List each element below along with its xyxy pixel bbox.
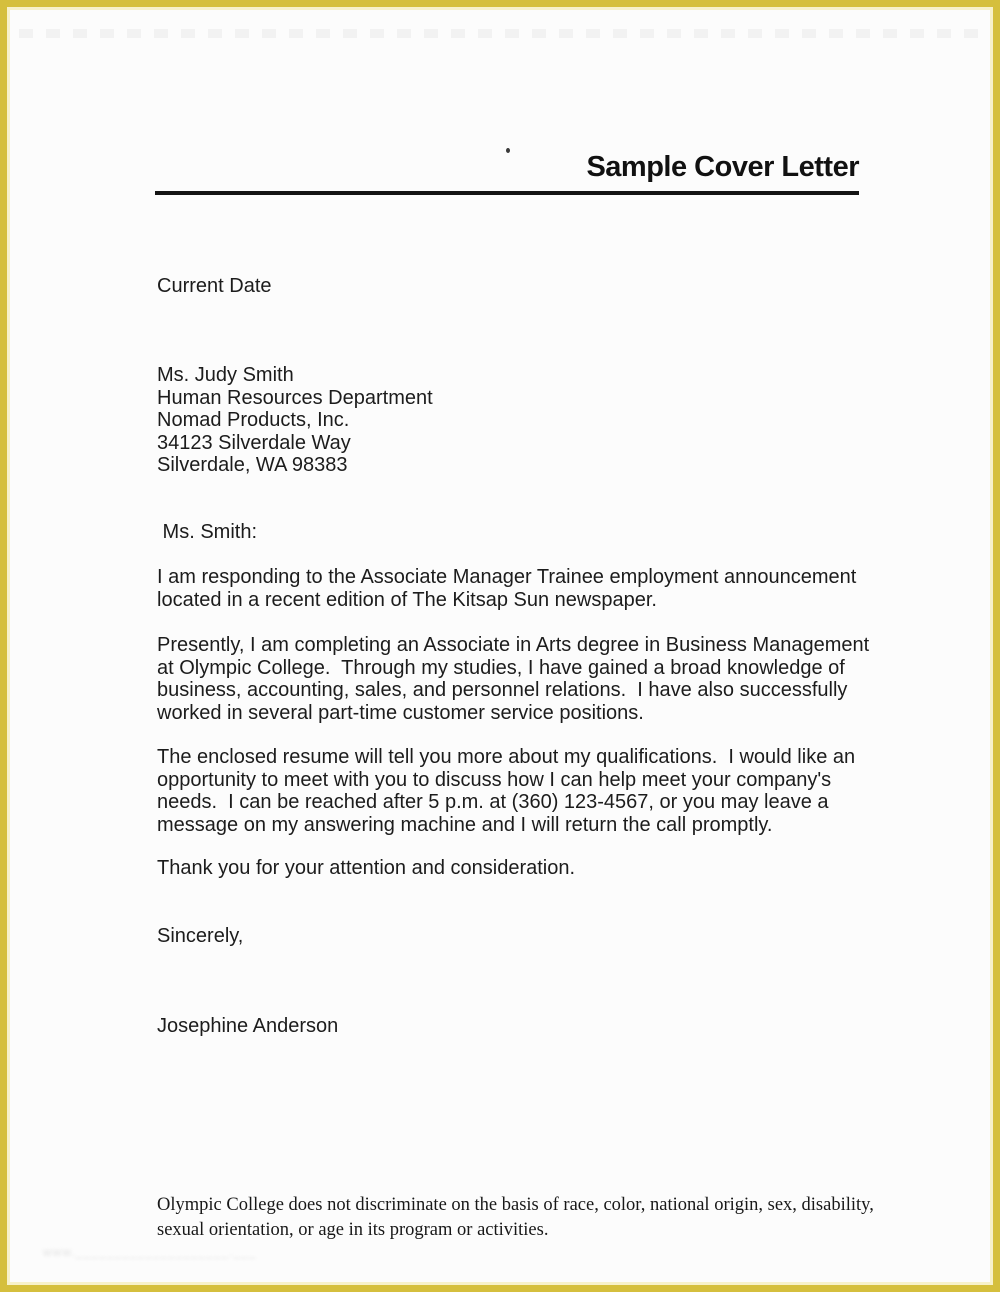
- paragraph-resume-contact: [157, 746, 855, 836]
- thanks-line: Thank you for your attention and consideration.: [157, 857, 576, 879]
- text-line: Ms. Judy Smith: [157, 364, 294, 386]
- closing-line: Sincerely,: [157, 925, 244, 947]
- text-line: business, accounting, sales, and personnel relations. I have also successfully: [157, 679, 848, 701]
- text-line: Presently, I am completing an Associate in Arts degree in Business Management: [157, 634, 870, 656]
- date-line: Current Date: [157, 275, 272, 297]
- text-line: Olympic College does not discriminate on the basis of race, color, national origin, sex, disability,: [157, 1195, 874, 1215]
- text-line: I am responding to the Associate Manager Trainee employment announcement: [157, 566, 857, 588]
- text-line: Silverdale, WA 98383: [157, 454, 348, 476]
- text-line: worked in several part-time customer service positions.: [157, 701, 644, 724]
- text-line: at Olympic College. Through my studies, I have gained a broad knowledge of: [157, 656, 845, 679]
- paragraph-education: [157, 634, 869, 724]
- title-underline: [155, 191, 859, 195]
- text-line: Nomad Products, Inc.: [157, 409, 350, 431]
- text-line: needs. I can be reached after 5 p.m. at (360) 123-4567, or you may leave a: [157, 791, 829, 813]
- text-line: 34123 Silverdale Way: [157, 431, 351, 454]
- text-line: The enclosed resume will tell you more about my qualifications. I would like an: [157, 746, 856, 768]
- signature-name: Josephine Anderson: [157, 1015, 339, 1037]
- top-artifact-dashes: [19, 29, 981, 38]
- paragraph-responding: [157, 566, 856, 611]
- recipient-address: [157, 364, 433, 477]
- salutation: Ms. Smith:: [157, 521, 258, 543]
- text-line: located in a recent edition of The Kitsap Sun newspaper.: [157, 588, 657, 611]
- text-line: opportunity to meet with you to discuss how I can help meet your company's: [157, 768, 832, 791]
- text-line: Human Resources Department: [157, 386, 433, 409]
- nondiscrimination-notice: [157, 1193, 874, 1243]
- text-line: sexual orientation, or age in its program or activities.: [157, 1220, 549, 1240]
- text-line: message on my answering machine and I will return the call promptly.: [157, 813, 773, 836]
- watermark-text: www.____________________.___: [43, 1245, 257, 1259]
- page-title: Sample Cover Letter: [586, 151, 859, 183]
